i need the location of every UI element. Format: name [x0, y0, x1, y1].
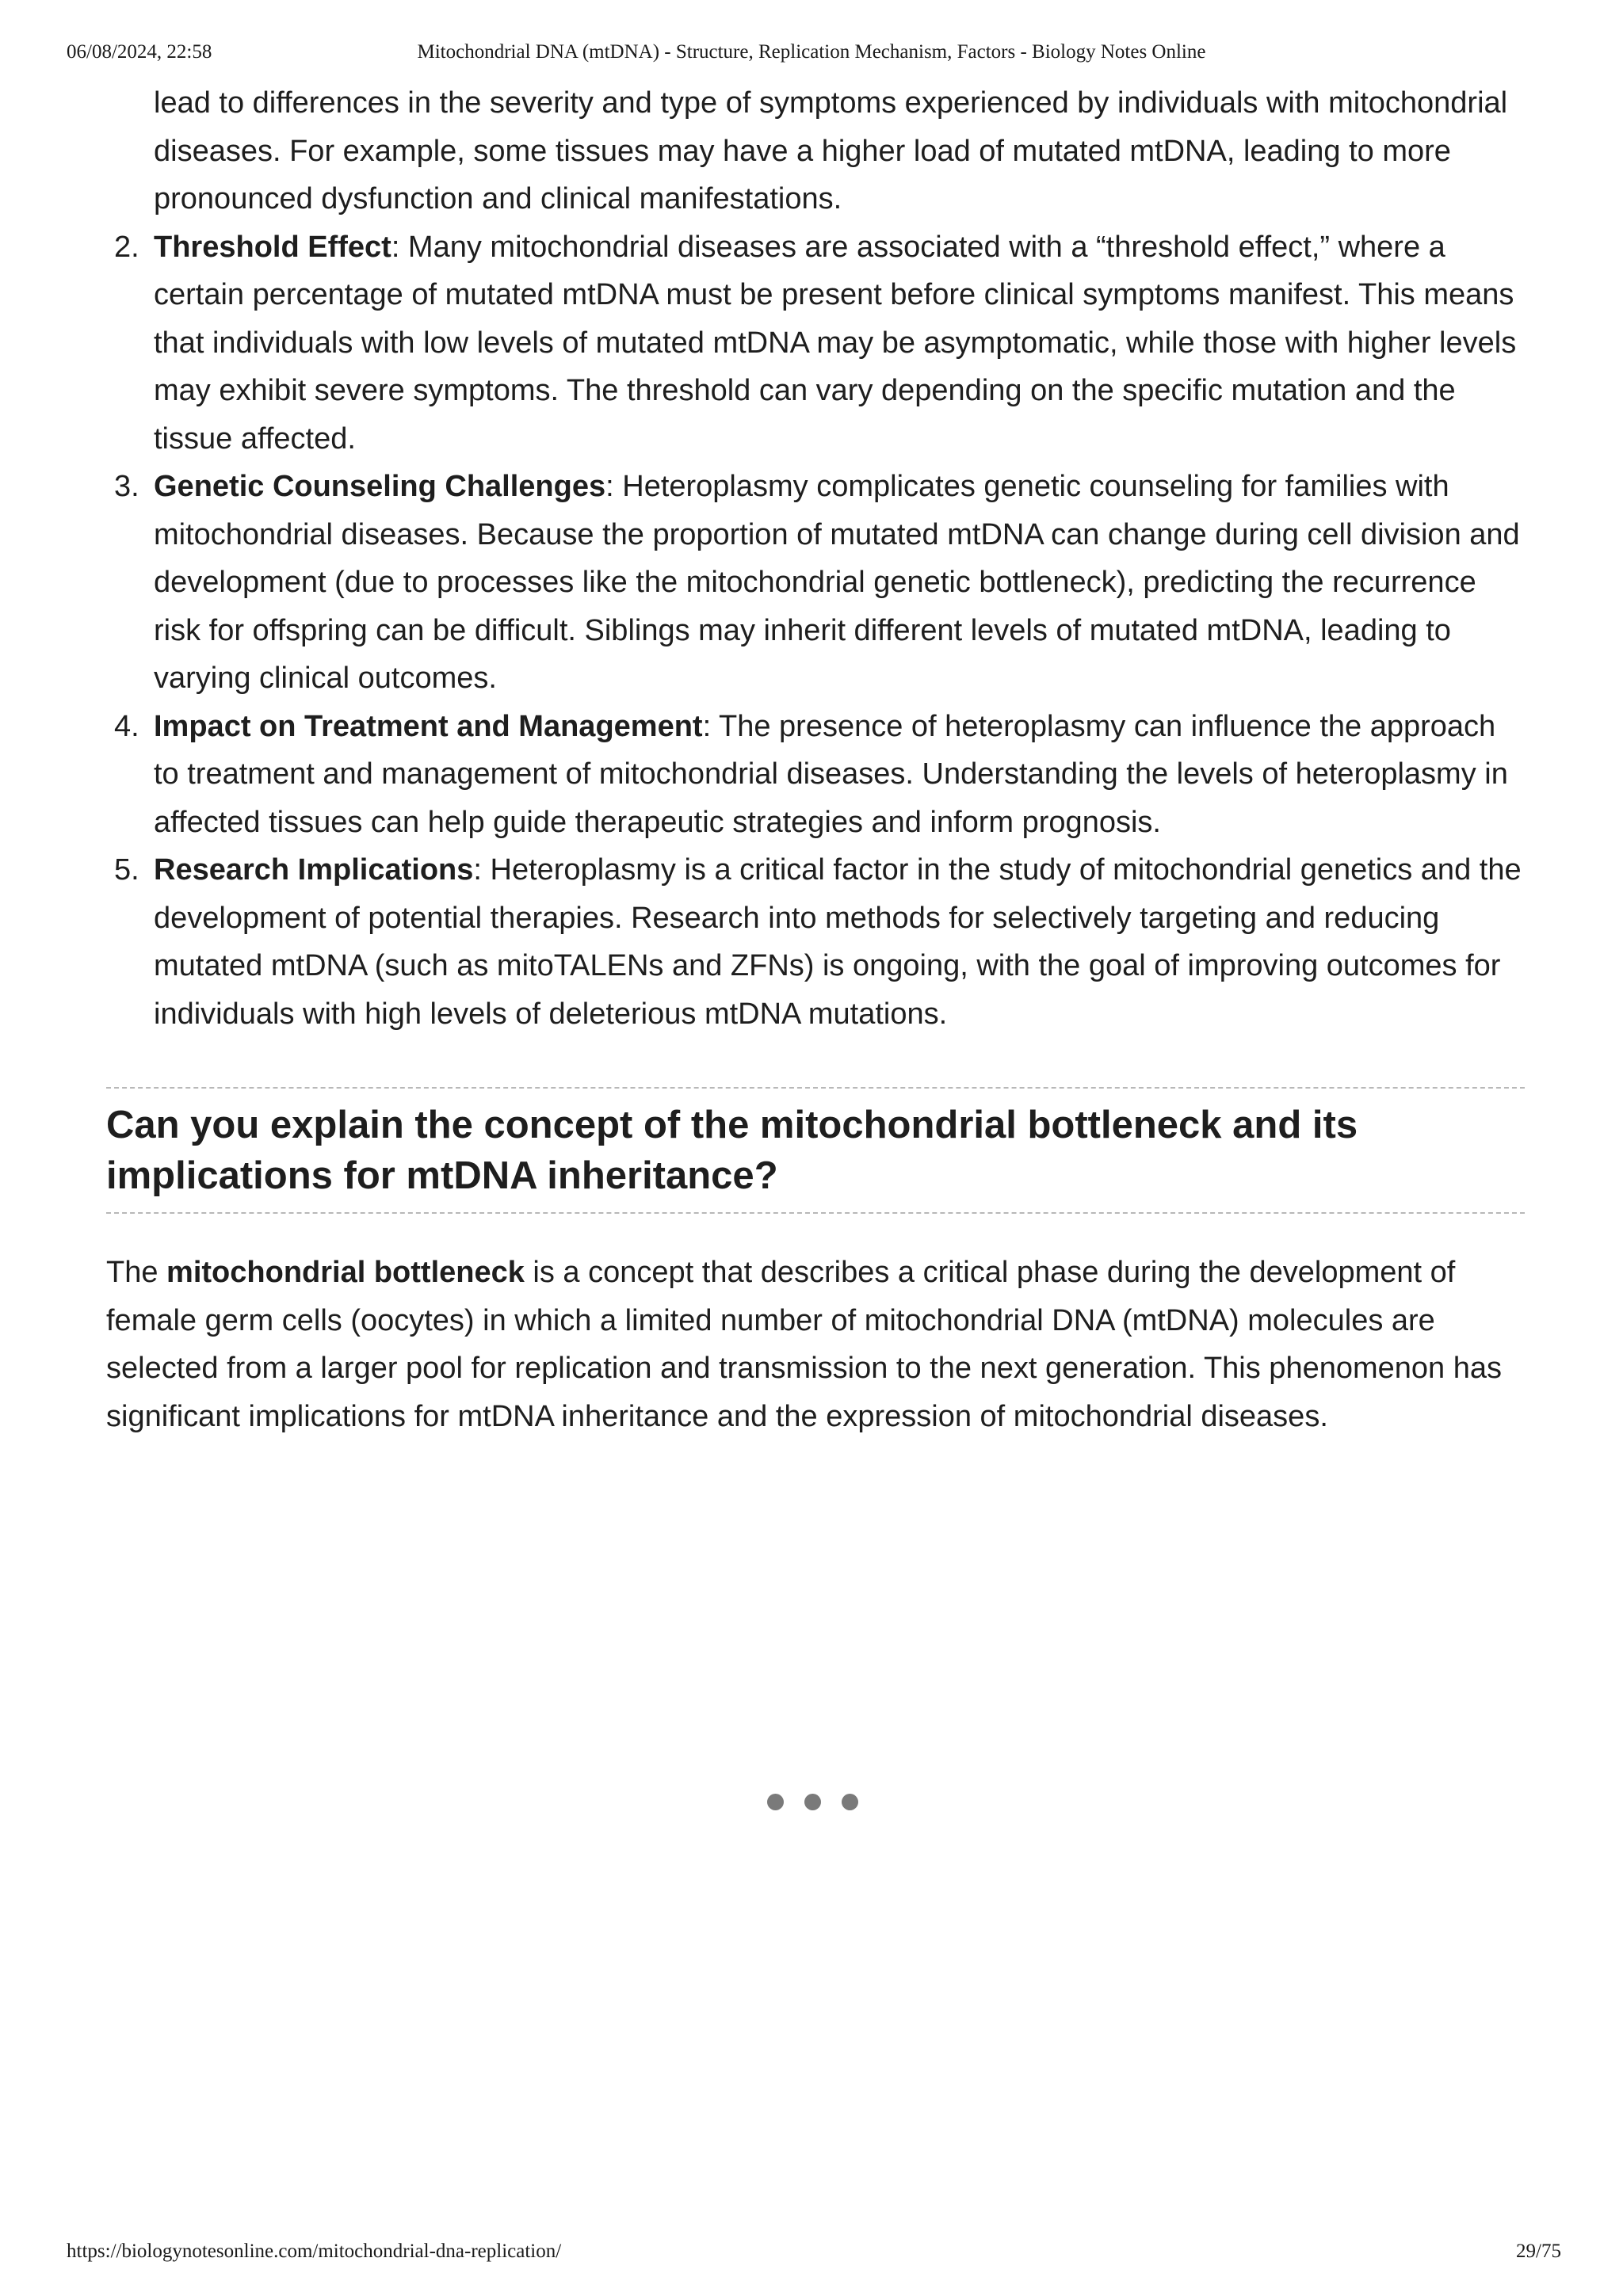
- page-number: 29/75: [1516, 2241, 1561, 2262]
- list-item-number: 3.: [114, 470, 139, 503]
- list-item-text: lead to differences in the severity and type of symptoms experienced by individuals with mitochondrial diseases. For example, some tissues may have a higher load of mutated mtDNA, leading to more pronounced dysfunction and clinical manifestations.: [154, 86, 1508, 215]
- list-item-separator: :: [473, 853, 482, 887]
- list-item-term: Genetic Counseling Challenges: [154, 470, 606, 503]
- loading-dot: [842, 1794, 858, 1810]
- list-item-text: Heteroplasmy is a critical factor in the study of mitochondrial genetics and the development of potential therapies. Research into methods for selectively targeting and reducing mutated mtDNA (such as mitoTALENs and ZFNs) is ongoing, with the goal of improving outcomes for individuals with high levels of deleterious mtDNA mutations.: [154, 853, 1522, 1031]
- article-content: [106, 79, 1525, 1440]
- loading-dot: [767, 1794, 784, 1810]
- list-item-separator: :: [702, 709, 712, 743]
- print-datetime: 06/08/2024, 22:58: [67, 41, 212, 63]
- print-header: [0, 41, 1623, 70]
- heteroplasmy-implications-list: [106, 79, 1525, 1038]
- list-item-term: Impact on Treatment and Management: [154, 709, 703, 743]
- paragraph-term: mitochondrial bottleneck: [166, 1256, 525, 1289]
- list-item-separator: :: [605, 470, 614, 503]
- list-item-text: The presence of heteroplasmy can influence the approach to treatment and management of mitochondrial diseases. Understanding the levels of heteroplasmy in affected tissues can help guide therapeutic strategies and inform prognosis.: [154, 709, 1508, 839]
- list-item-separator: :: [391, 230, 400, 264]
- heading-top-divider: [106, 1087, 1525, 1089]
- list-item-term: Research Implications: [154, 853, 474, 887]
- list-item: [106, 223, 1525, 463]
- list-item-text: Heteroplasmy complicates genetic counseling for families with mitochondrial diseases. Because the proportion of mutated mtDNA can change during cell division and development (due to processes like the mitochondrial genetic bottleneck), predicting the recurrence risk for offspring can be difficult. Siblings may inherit different levels of mutated mtDNA, leading to varying clinical outcomes.: [154, 470, 1520, 695]
- list-item: [106, 846, 1525, 1038]
- list-item: [106, 463, 1525, 703]
- loading-dots-icon: [767, 1794, 856, 1813]
- loading-dot: [804, 1794, 821, 1810]
- list-item: [106, 703, 1525, 847]
- paragraph-text: is a concept that describes a critical phase during the development of female germ cells (oocytes) in which a limited number of mitochondrial DNA (mtDNA) molecules are selected from a larger pool for replication and transmission to the next generation. This phenomenon has significant implications for mtDNA inheritance and the expression of mitochondrial diseases.: [106, 1256, 1502, 1433]
- list-item-text: Many mitochondrial diseases are associated with a “threshold effect,” where a certain percentage of mutated mtDNA must be present before clinical symptoms manifest. This means that individuals with low levels of mutated mtDNA may be asymptomatic, while those with higher levels may exhibit severe symptoms. The threshold can vary depending on the specific mutation and the tissue affected.: [154, 230, 1517, 456]
- list-item: [106, 79, 1525, 223]
- list-item-number: 5.: [114, 853, 139, 887]
- print-footer: [0, 2241, 1623, 2269]
- print-page-title: Mitochondrial DNA (mtDNA) - Structure, Replication Mechanism, Factors - Biology Notes Online: [417, 41, 1206, 63]
- list-item-term: Threshold Effect: [154, 230, 391, 264]
- bottleneck-paragraph: [106, 1249, 1525, 1440]
- list-item-number: 2.: [114, 230, 139, 264]
- heading-bottom-divider: [106, 1212, 1525, 1214]
- paragraph-intro: The: [106, 1256, 167, 1289]
- list-item-number: 4.: [114, 709, 139, 743]
- page-url: https://biologynotesonline.com/mitochondrial-dna-replication/: [67, 2241, 562, 2262]
- section-heading: Can you explain the concept of the mitochondrial bottleneck and its implications for mtDNA inheritance?: [106, 1104, 1358, 1197]
